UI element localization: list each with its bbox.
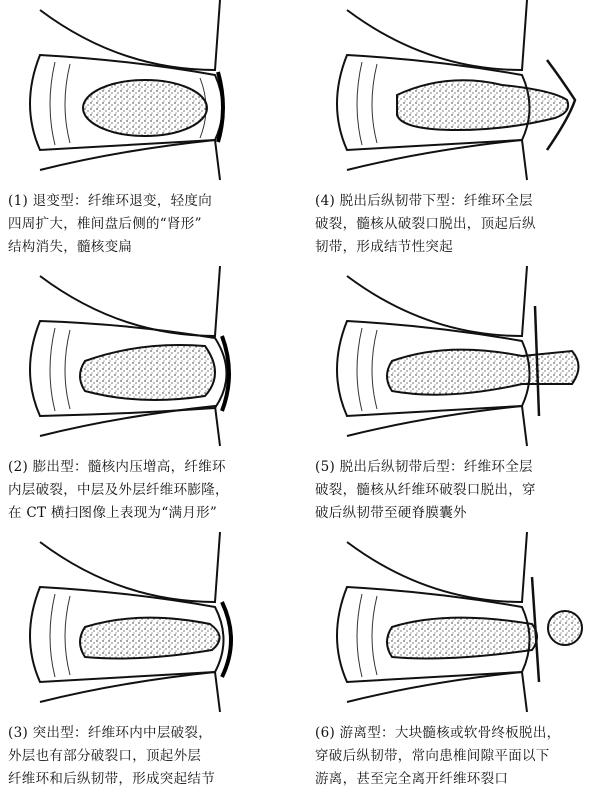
- panel-1-degeneration: [0, 0, 307, 266]
- disc-illustration: [0, 266, 307, 456]
- caption-5: (5) 脱出后纵韧带后型：纤维环全层 破裂，髓核从纤维环破裂口脱出，穿 破后纵韧带至硬脊膜囊外: [315, 459, 536, 521]
- annulus-lines: [357, 594, 377, 677]
- upper-vertebra: [347, 266, 527, 336]
- nucleus-pulposus: [80, 618, 220, 659]
- annulus-lines: [50, 328, 70, 411]
- lower-vertebra: [40, 140, 220, 180]
- nucleus-pulposus: [83, 80, 207, 136]
- upper-vertebra: [347, 0, 527, 70]
- nucleus-pulposus: [387, 618, 537, 659]
- lower-vertebra: [347, 140, 527, 180]
- caption-3: (3) 突出型：纤维环内中层破裂， 外层也有部分破裂口，顶起外层 纤维环和后纵韧带，形成突起结节: [8, 725, 215, 787]
- nucleus-pulposus: [397, 80, 568, 130]
- lower-vertebra: [347, 672, 527, 712]
- caption-6: (6) 游离型：大块髓核或软骨终板脱出， 穿破后纵韧带，常向患椎间隙平面以下 游离，甚至完全离开纤维环裂口: [315, 725, 561, 787]
- panel-5-trans-ligamentous: [307, 266, 614, 532]
- caption-2: (2) 膨出型：髓核内压增高，纤维环 内层破裂，中层及外层纤维环膨隆， 在 CT 横扫图像上表现为“满月形”: [8, 459, 229, 521]
- annulus-lines: [357, 62, 377, 145]
- panel-3-protrusion: [0, 532, 307, 798]
- lower-vertebra: [347, 406, 527, 446]
- panel-2-bulging: [0, 266, 307, 532]
- panel-6-sequestration: [307, 532, 614, 798]
- upper-vertebra: [40, 0, 220, 70]
- upper-vertebra: [40, 532, 220, 602]
- upper-vertebra: [40, 266, 220, 336]
- caption-4: (4) 脱出后纵韧带下型：纤维环全层 破裂，髓核从破裂口脱出，顶起后纵 韧带，形成结节性突起: [315, 193, 536, 255]
- posterior-ligament: [218, 72, 223, 142]
- caption-1: (1) 退变型：纤维环退变，轻度向 四周扩大，椎间盘后侧的“肾形” 结构消失，髓核变扁: [8, 193, 213, 255]
- disc-illustration: [307, 266, 614, 456]
- annulus-lines: [357, 328, 377, 411]
- panel-4-sub-ligamentous: [307, 0, 614, 266]
- annulus-lines: [50, 594, 70, 677]
- disc-illustration: [0, 0, 307, 190]
- disc-illustration: [307, 532, 614, 722]
- nucleus-pulposus: [80, 345, 215, 400]
- disc-illustration: [0, 532, 307, 722]
- disc-illustration: [307, 0, 614, 190]
- upper-vertebra: [347, 532, 527, 602]
- nucleus-pulposus: [387, 350, 579, 395]
- sequestrated-fragment: [548, 611, 582, 645]
- lower-vertebra: [40, 672, 220, 712]
